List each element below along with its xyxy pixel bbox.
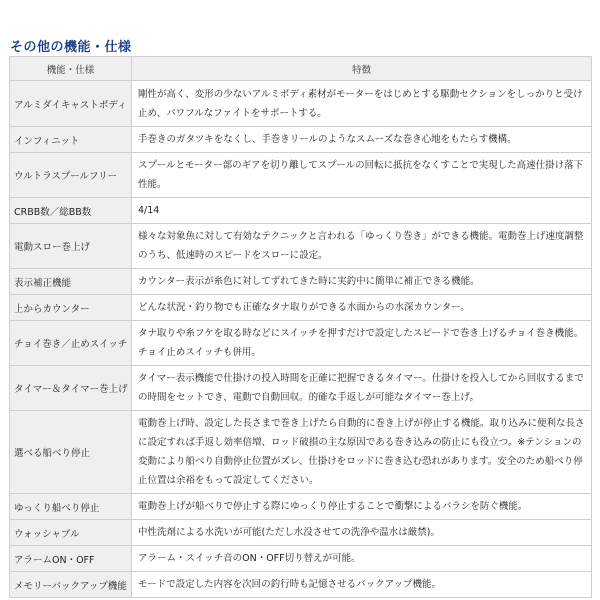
row-desc: モードで設定した内容を次回の釣行時も記憶させるバックアップ機能。 [132,572,592,598]
row-name: 表示補正機能 [10,269,132,295]
row-name: アラームON・OFF [10,546,132,572]
row-desc: アラーム・スイッチ音のON・OFF切り替えが可能。 [132,546,592,572]
table-row [10,198,592,224]
row-name: 上からカウンター [10,295,132,321]
table-row [10,572,592,598]
row-name: アルミダイキャストボディ [10,81,132,127]
row-name: タイマー＆タイマー巻上げ [10,366,132,411]
section-title: その他の機能・仕様 [10,40,132,55]
row-desc: どんな状況・釣り物でも正確なタナ取りができる水面からの水深カウンター。 [132,295,592,321]
row-desc: 中性洗剤による水洗いが可能(ただし水没させての洗浄や温水は厳禁)。 [132,520,592,546]
table-row [10,224,592,269]
table-row [10,295,592,321]
row-desc: タナ取りや糸フケを取る時などにスイッチを押すだけで設定したスピードで巻き上げるチョイ巻き機能。チョイ止めスイッチも併用。 [132,321,592,366]
row-desc: 剛性が高く、変形の少ないアルミボディ素材がモーターをはじめとする駆動セクションをしっかりと受け止め、パワフルなファイトをサポートする。 [132,81,592,127]
row-name: 選べる船べり停止 [10,411,132,494]
header-detail: 特徴 [132,57,592,81]
row-name: ウルトラスプールフリー [10,153,132,198]
row-name: 電動スロー巻上げ [10,224,132,269]
row-desc: 手巻きのガタツキをなくし、手巻きリールのようなスムーズな巻き心地をもたらす機構。 [132,127,592,153]
row-desc: 4/14 [132,198,592,224]
table-row [10,269,592,295]
spec-table [9,56,592,598]
row-desc: 様々な対象魚に対して有効なテクニックと言われる「ゆっくり巻き」ができる機能。電動巻上げ速度調整のうち、低速時のスピードをスローに設定。 [132,224,592,269]
header-feature: 機能・仕様 [10,57,132,81]
row-name: CRBB数／総BB数 [10,198,132,224]
table-row [10,546,592,572]
table-row [10,127,592,153]
row-name: ゆっくり船べり停止 [10,494,132,520]
table-row [10,411,592,494]
table-row [10,81,592,127]
table-header-row [10,57,592,81]
table-row [10,153,592,198]
row-desc: 電動巻上げ時、設定した長さまで巻き上げたら自動的に巻き上げが停止する機能。取り込みに便利な長さに設定すれば手返し効率倍増、ロッド破損の主な原因である巻き込みの防止にも役立つ。※テンションの変動により船べり自動停止位置がズレ、仕掛けをロッドに巻き込む恐れがあります。安全のため船べり停止位置は余裕をもって設定してください。 [132,411,592,494]
row-desc: 電動巻上げが船べりで停止する際にゆっくり停止することで衝撃によるバラシを防ぐ機能。 [132,494,592,520]
table-row [10,321,592,366]
row-name: チョイ巻き／止めスイッチ [10,321,132,366]
table-row [10,520,592,546]
row-name: インフィニット [10,127,132,153]
row-desc: カウンター表示が糸色に対してずれてきた時に実釣中に簡単に補正できる機能。 [132,269,592,295]
row-desc: タイマー表示機能で仕掛けの投入時間を正確に把握できるタイマー。仕掛けを投入してから回収するまでの時間をセットでき、電動で自動回収。的確な手返しが可能なタイマー巻上げ。 [132,366,592,411]
row-name: メモリーバックアップ機能 [10,572,132,598]
row-desc: スプールとモーター部のギアを切り離してスプールの回転に抵抗をなくすことで実現した高速仕掛け落下性能。 [132,153,592,198]
table-row [10,494,592,520]
table-row [10,366,592,411]
row-name: ウォッシャブル [10,520,132,546]
